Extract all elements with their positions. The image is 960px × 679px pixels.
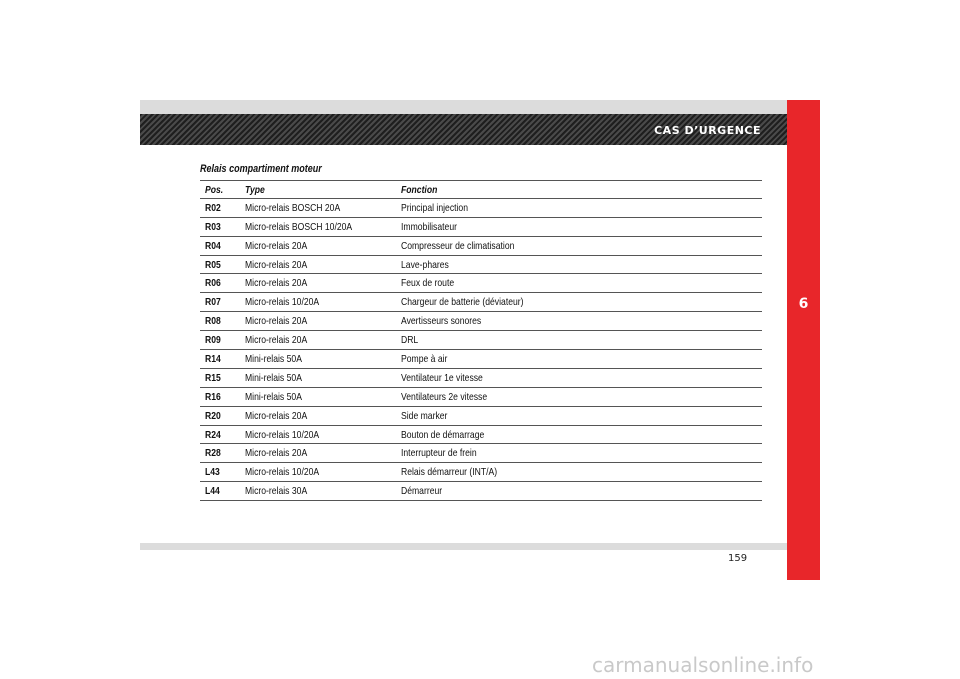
- cell-pos: R04: [205, 239, 221, 252]
- table-row: [200, 256, 762, 275]
- top-strip: [140, 100, 787, 114]
- table-row: [200, 331, 762, 350]
- cell-fonction: Lave-phares: [401, 258, 449, 271]
- cell-fonction: Compresseur de climatisation: [401, 239, 515, 252]
- cell-pos: L44: [205, 485, 220, 498]
- relay-table: [200, 180, 762, 501]
- cell-type: Micro-relais 10/20A: [245, 466, 320, 479]
- table-row: [200, 350, 762, 369]
- col-header-pos: Pos.: [205, 184, 224, 196]
- chapter-tab: [787, 100, 820, 580]
- cell-pos: R14: [205, 353, 221, 366]
- cell-type: Mini-relais 50A: [245, 371, 302, 384]
- cell-type: Micro-relais 20A: [245, 315, 308, 328]
- cell-fonction: Démarreur: [401, 485, 443, 498]
- table-row: [200, 312, 762, 331]
- cell-fonction: Side marker: [401, 409, 448, 422]
- page-number: 159: [728, 553, 748, 564]
- table-row: [200, 444, 762, 463]
- cell-fonction: DRL: [401, 334, 419, 347]
- cell-fonction: Feux de route: [401, 277, 455, 290]
- table-row: [200, 388, 762, 407]
- cell-type: Micro-relais 20A: [245, 409, 308, 422]
- cell-type: Micro-relais 20A: [245, 277, 308, 290]
- cell-fonction: Immobilisateur: [401, 220, 457, 233]
- table-row: [200, 218, 762, 237]
- cell-pos: R05: [205, 258, 221, 271]
- cell-fonction: Avertisseurs sonores: [401, 315, 482, 328]
- cell-fonction: Ventilateurs 2e vitesse: [401, 390, 488, 403]
- cell-pos: R06: [205, 277, 221, 290]
- table-header: [200, 180, 762, 199]
- table-row: [200, 482, 762, 501]
- cell-fonction: Ventilateur 1e vitesse: [401, 371, 483, 384]
- cell-pos: R28: [205, 447, 221, 460]
- cell-type: Micro-relais 20A: [245, 447, 308, 460]
- cell-type: Mini-relais 50A: [245, 390, 302, 403]
- cell-fonction: Pompe à air: [401, 353, 448, 366]
- table-row: [200, 274, 762, 293]
- cell-fonction: Principal injection: [401, 201, 469, 214]
- col-header-type: Type: [245, 184, 265, 196]
- section-title: Relais compartiment moteur: [200, 163, 322, 175]
- cell-type: Micro-relais 30A: [245, 485, 308, 498]
- table-row: [200, 426, 762, 445]
- cell-fonction: Relais démarreur (INT/A): [401, 466, 498, 479]
- cell-type: Micro-relais 10/20A: [245, 296, 320, 309]
- cell-pos: R24: [205, 428, 221, 441]
- cell-pos: R07: [205, 296, 221, 309]
- chapter-number: 6: [798, 296, 809, 312]
- cell-pos: R02: [205, 201, 221, 214]
- cell-type: Micro-relais BOSCH 20A: [245, 201, 341, 214]
- cell-fonction: Bouton de démarrage: [401, 428, 485, 441]
- cell-pos: R15: [205, 371, 221, 384]
- cell-type: Micro-relais 20A: [245, 239, 308, 252]
- header-title: CAS D’URGENCE: [654, 124, 761, 137]
- cell-pos: R16: [205, 390, 221, 403]
- table-row: [200, 463, 762, 482]
- cell-type: Micro-relais 20A: [245, 334, 308, 347]
- cell-type: Mini-relais 50A: [245, 353, 302, 366]
- cell-type: Micro-relais 10/20A: [245, 428, 320, 441]
- cell-fonction: Chargeur de batterie (déviateur): [401, 296, 524, 309]
- cell-pos: R03: [205, 220, 221, 233]
- cell-pos: R20: [205, 409, 221, 422]
- watermark: carmanualsonline.info: [592, 653, 814, 677]
- header-band: [140, 114, 787, 145]
- cell-pos: R08: [205, 315, 221, 328]
- col-header-fonction: Fonction: [401, 184, 438, 196]
- table-row: [200, 237, 762, 256]
- cell-type: Micro-relais BOSCH 10/20A: [245, 220, 353, 233]
- bottom-strip: [140, 543, 787, 550]
- cell-fonction: Interrupteur de frein: [401, 447, 477, 460]
- table-row: [200, 369, 762, 388]
- cell-pos: R09: [205, 334, 221, 347]
- table-row: [200, 407, 762, 426]
- cell-type: Micro-relais 20A: [245, 258, 308, 271]
- table-row: [200, 199, 762, 218]
- cell-pos: L43: [205, 466, 220, 479]
- table-row: [200, 293, 762, 312]
